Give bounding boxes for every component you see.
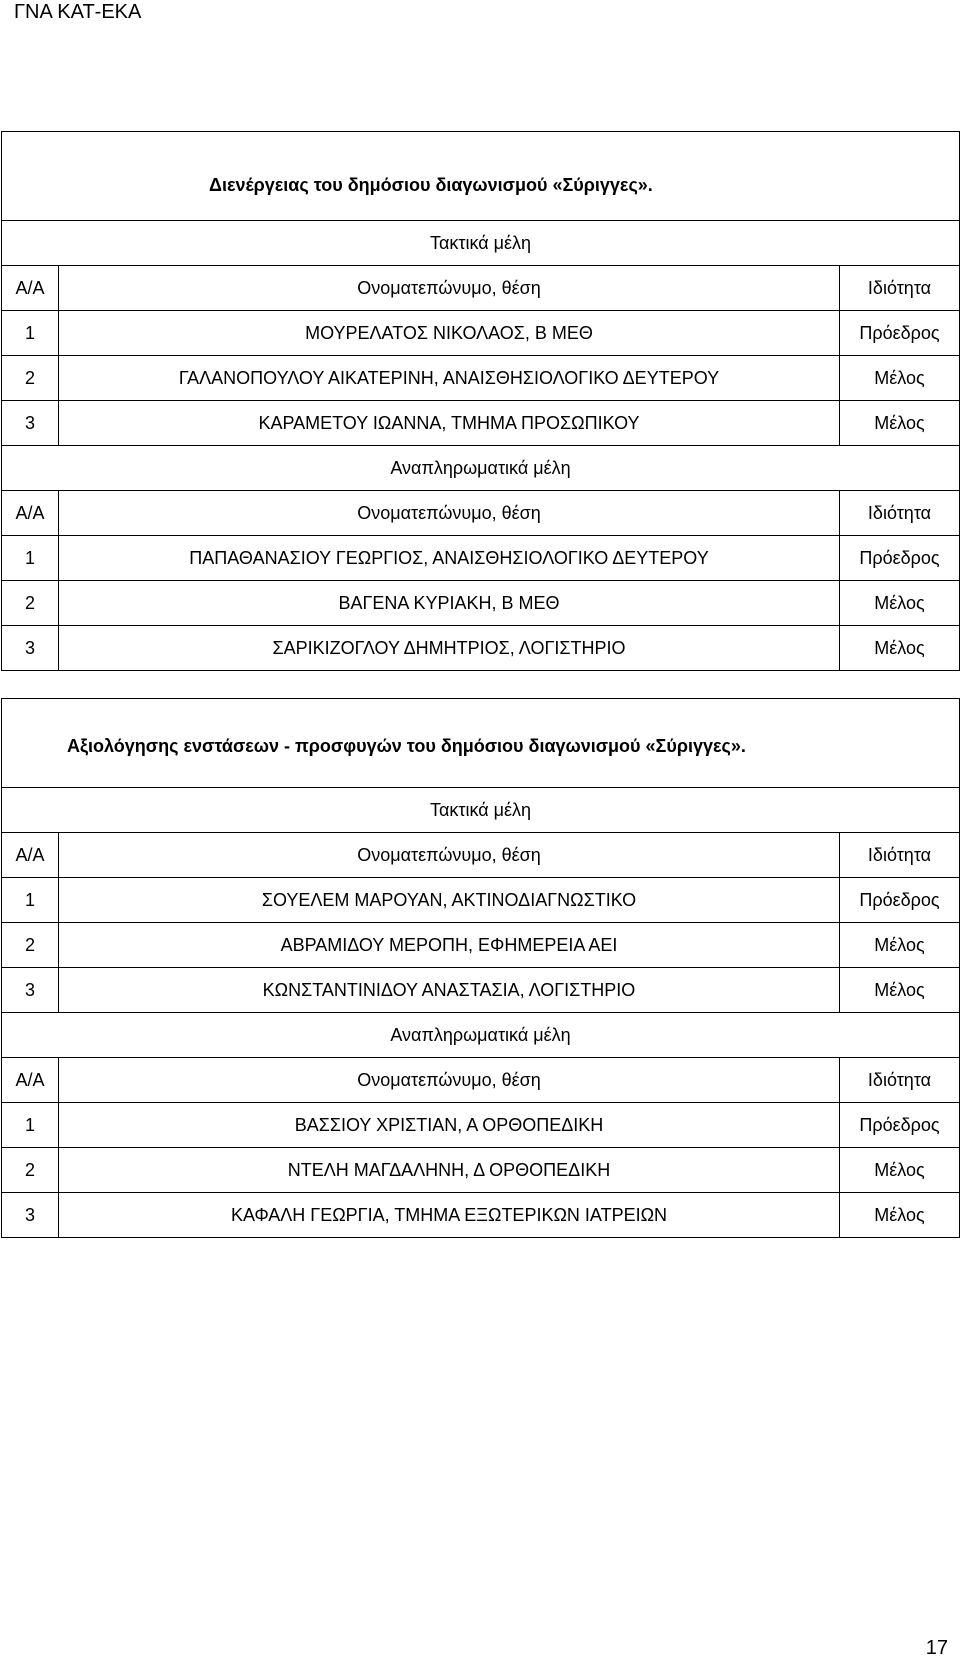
member-number: 1 <box>2 536 59 581</box>
column-header-role: Ιδιότητα <box>840 491 960 536</box>
section-label-regular: Τακτικά μέλη <box>2 788 960 833</box>
member-number: 3 <box>2 1193 59 1238</box>
committee-table-1 <box>1 131 960 671</box>
column-header-number: Α/Α <box>2 266 59 311</box>
table-row <box>2 968 960 1013</box>
member-number: 3 <box>2 968 59 1013</box>
table-row <box>2 311 960 356</box>
committee-table-2 <box>1 698 960 1238</box>
member-number: 2 <box>2 356 59 401</box>
section-label-regular: Τακτικά μέλη <box>2 221 960 266</box>
member-name: ΒΑΓΕΝΑ ΚΥΡΙΑΚΗ, Β ΜΕΘ <box>59 581 840 626</box>
column-header-name: Ονοματεπώνυμο, θέση <box>59 266 840 311</box>
table-row <box>2 1193 960 1238</box>
member-role: Μέλος <box>840 626 960 671</box>
column-header-row <box>2 1058 960 1103</box>
member-role: Μέλος <box>840 581 960 626</box>
column-header-role: Ιδιότητα <box>840 1058 960 1103</box>
member-name: ΣΑΡΙΚΙΖΟΓΛΟΥ ΔΗΜΗΤΡΙΟΣ, ΛΟΓΙΣΤΗΡΙΟ <box>59 626 840 671</box>
member-role: Μέλος <box>840 1148 960 1193</box>
member-name: ΓΑΛΑΝΟΠΟΥΛΟΥ ΑΙΚΑΤΕΡΙΝΗ, ΑΝΑΙΣΘΗΣΙΟΛΟΓΙΚΟ ΔΕΥΤΕΡΟΥ <box>59 356 840 401</box>
column-header-name: Ονοματεπώνυμο, θέση <box>59 1058 840 1103</box>
column-header-number: Α/Α <box>2 1058 59 1103</box>
column-header-row <box>2 833 960 878</box>
member-name: ΚΑΦΑΛΗ ΓΕΩΡΓΙΑ, ΤΜΗΜΑ ΕΞΩΤΕΡΙΚΩΝ ΙΑΤΡΕΙΩΝ <box>59 1193 840 1238</box>
document-header: ΓΝΑ ΚΑΤ-ΕΚΑ <box>14 1 142 23</box>
member-role: Μέλος <box>840 923 960 968</box>
member-name: ΠΑΠΑΘΑΝΑΣΙΟΥ ΓΕΩΡΓΙΟΣ, ΑΝΑΙΣΘΗΣΙΟΛΟΓΙΚΟ ΔΕΥΤΕΡΟΥ <box>59 536 840 581</box>
column-header-role: Ιδιότητα <box>840 833 960 878</box>
table-row <box>2 1103 960 1148</box>
table-row <box>2 626 960 671</box>
member-role: Μέλος <box>840 1193 960 1238</box>
table-row <box>2 878 960 923</box>
member-role: Μέλος <box>840 356 960 401</box>
table-row <box>2 356 960 401</box>
member-name: ΝΤΕΛΗ ΜΑΓΔΑΛΗΝΗ, Δ ΟΡΘΟΠΕΔΙΚΗ <box>59 1148 840 1193</box>
column-header-number: Α/Α <box>2 833 59 878</box>
member-role: Μέλος <box>840 401 960 446</box>
member-number: 1 <box>2 1103 59 1148</box>
table-row <box>2 401 960 446</box>
column-header-row <box>2 266 960 311</box>
table-row <box>2 923 960 968</box>
column-header-role: Ιδιότητα <box>840 266 960 311</box>
member-name: ΑΒΡΑΜΙΔΟΥ ΜΕΡΟΠΗ, ΕΦΗΜΕΡΕΙΑ ΑΕΙ <box>59 923 840 968</box>
member-role: Πρόεδρος <box>840 536 960 581</box>
member-name: ΜΟΥΡΕΛΑΤΟΣ ΝΙΚΟΛΑΟΣ, Β ΜΕΘ <box>59 311 840 356</box>
member-name: ΚΩΝΣΤΑΝΤΙΝΙΔΟΥ ΑΝΑΣΤΑΣΙΑ, ΛΟΓΙΣΤΗΡΙΟ <box>59 968 840 1013</box>
member-role: Πρόεδρος <box>840 311 960 356</box>
column-header-name: Ονοματεπώνυμο, θέση <box>59 491 840 536</box>
member-number: 1 <box>2 311 59 356</box>
table-row <box>2 1148 960 1193</box>
table-row <box>2 536 960 581</box>
member-role: Πρόεδρος <box>840 1103 960 1148</box>
member-number: 2 <box>2 1148 59 1193</box>
member-name: ΣΟΥΕΛΕΜ ΜΑΡΟΥΑΝ, ΑΚΤΙΝΟΔΙΑΓΝΩΣΤΙΚΟ <box>59 878 840 923</box>
column-header-name: Ονοματεπώνυμο, θέση <box>59 833 840 878</box>
member-number: 3 <box>2 401 59 446</box>
column-header-row <box>2 491 960 536</box>
member-number: 2 <box>2 581 59 626</box>
committee-title: Αξιολόγησης ενστάσεων - προσφυγών του δημόσιου διαγωνισμού «Σύριγγες». <box>2 699 960 788</box>
member-number: 3 <box>2 626 59 671</box>
member-number: 2 <box>2 923 59 968</box>
section-label-alternate: Αναπληρωματικά μέλη <box>2 1013 960 1058</box>
table-row <box>2 581 960 626</box>
member-name: ΒΑΣΣΙΟΥ ΧΡΙΣΤΙΑΝ, Α ΟΡΘΟΠΕΔΙΚΗ <box>59 1103 840 1148</box>
column-header-number: Α/Α <box>2 491 59 536</box>
page-number: 17 <box>925 1637 948 1659</box>
member-role: Μέλος <box>840 968 960 1013</box>
committee-title: Διενέργειας του δημόσιου διαγωνισμού «Σύριγγες». <box>2 132 960 221</box>
member-number: 1 <box>2 878 59 923</box>
member-role: Πρόεδρος <box>840 878 960 923</box>
section-label-alternate: Αναπληρωματικά μέλη <box>2 446 960 491</box>
member-name: ΚΑΡΑΜΕΤΟΥ ΙΩΑΝΝΑ, ΤΜΗΜΑ ΠΡΟΣΩΠΙΚΟΥ <box>59 401 840 446</box>
